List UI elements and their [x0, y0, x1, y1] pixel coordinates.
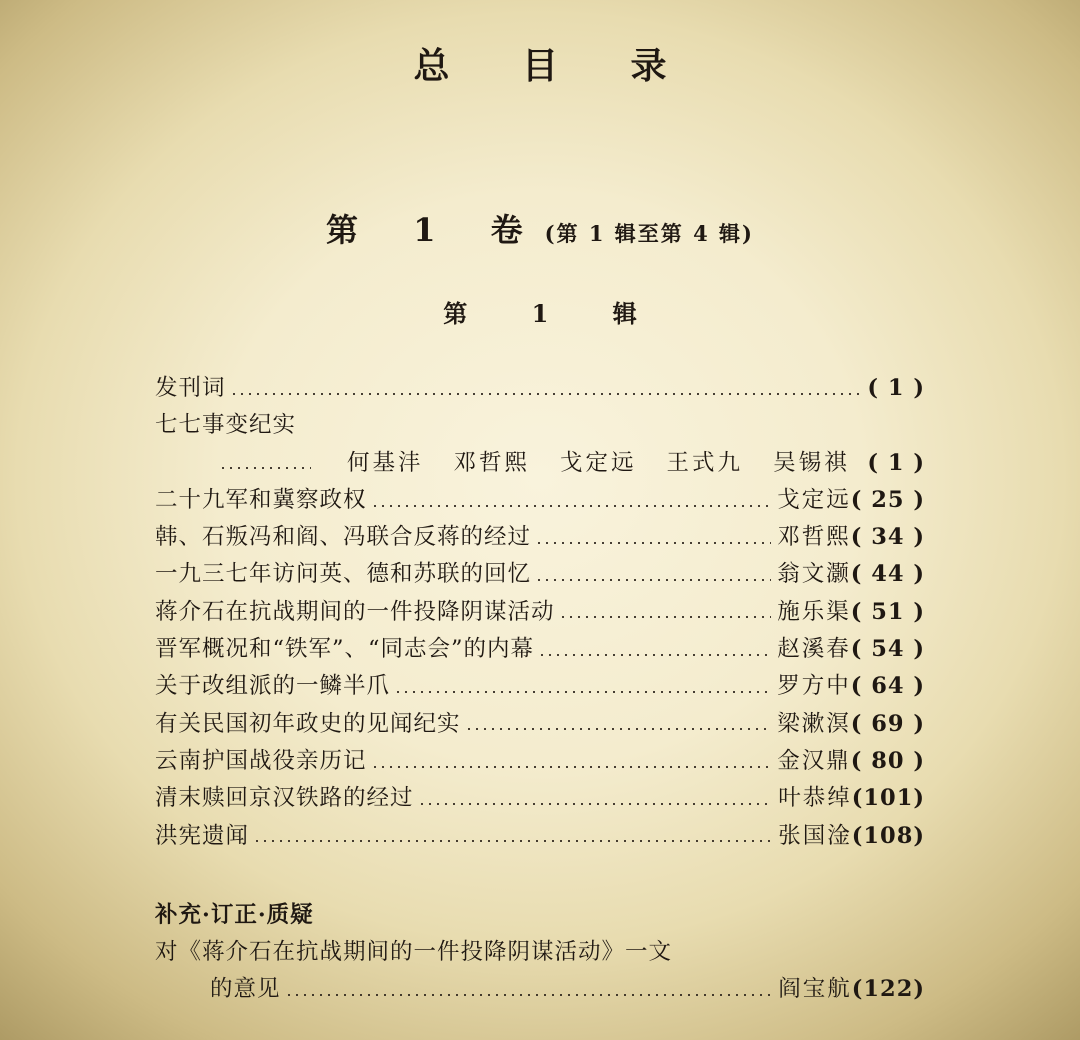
toc-entry-author: 金汉鼎 — [777, 747, 851, 774]
leader-dots — [535, 542, 771, 544]
toc-entry-author: 王式九 — [666, 449, 744, 476]
toc-entry-title: 一九三七年访问英、德和苏联的回忆 — [155, 561, 532, 588]
toc-entry-page: ( 64 ) — [850, 673, 925, 700]
leader-dots — [219, 467, 311, 469]
toc-entry — [155, 780, 925, 817]
leader-dots — [418, 803, 773, 805]
leader-dots — [285, 994, 773, 996]
volume-range: (第 1 辑至第 4 辑) — [544, 221, 754, 246]
volume-number: 第 1 卷 — [326, 211, 545, 249]
toc-entry-page: ( 69 ) — [850, 710, 925, 737]
toc-entry — [155, 934, 925, 971]
toc-entry-title: 二十九军和冀察政权 — [155, 486, 367, 513]
toc-entry-page: (101) — [851, 785, 925, 812]
toc-entry-author: 戈定远 — [560, 449, 637, 476]
toc-entry-title: 关于改组派的一鳞半爪 — [155, 673, 391, 700]
toc-entry — [155, 743, 925, 780]
leader-dots — [559, 616, 772, 618]
toc-entry-title: 有关民国初年政史的见闻纪实 — [155, 710, 461, 737]
leader-dots — [465, 728, 772, 730]
leader-dots — [535, 579, 771, 581]
toc-entry-page: ( 44 ) — [850, 561, 925, 588]
toc-entry-page: (122) — [851, 976, 925, 1003]
toc-entry — [155, 706, 925, 743]
toc-entry-page: ( 54 ) — [850, 636, 925, 663]
toc-entry — [155, 519, 925, 556]
toc-entry-author: 戈定远 — [777, 486, 851, 513]
leader-dots — [394, 691, 771, 693]
toc-entry-author: 施乐渠 — [777, 598, 851, 625]
toc-entry-author: 张国淦 — [778, 822, 852, 849]
toc-entry-author: 翁文灏 — [777, 561, 851, 588]
toc-entry-author: 邓哲熙 — [777, 524, 851, 551]
supplement-heading: 补充·订正·质疑 — [155, 901, 314, 928]
toc-entry-author: 梁漱溟 — [777, 710, 851, 737]
leader-dots — [371, 505, 772, 507]
toc-entry-title: 七七事变纪实 — [155, 412, 297, 439]
leader-dots — [253, 840, 772, 842]
toc-entry-page: ( 25 ) — [850, 486, 925, 513]
toc-entry-author: 何基沣 — [347, 449, 424, 476]
toc-entry — [155, 370, 925, 407]
table-of-contents — [155, 370, 925, 1008]
toc-entry-page: ( 1 ) — [867, 449, 925, 476]
toc-entry-author: 叶恭绰 — [778, 785, 852, 812]
toc-entry — [155, 818, 925, 855]
toc-entry-title: 蒋介石在抗战期间的一件投降阴谋活动 — [155, 598, 555, 625]
toc-entry — [155, 631, 925, 668]
toc-entry-page: ( 51 ) — [850, 598, 925, 625]
toc-entry-page: ( 1 ) — [867, 375, 925, 401]
toc-entry-title: 洪宪遗闻 — [155, 822, 250, 849]
toc-entry — [155, 594, 925, 631]
toc-entry — [155, 407, 925, 444]
toc-entry-authors-line — [155, 445, 925, 482]
leader-dots — [230, 393, 862, 395]
leader-dots — [371, 766, 772, 768]
toc-entry-title-continued: 的意见 — [210, 976, 281, 1003]
toc-entry-author: 赵溪春 — [777, 636, 851, 663]
toc-entry-page: ( 34 ) — [850, 524, 925, 551]
toc-entry — [155, 556, 925, 593]
toc-entry-page: ( 80 ) — [850, 747, 925, 774]
toc-entry — [155, 482, 925, 519]
toc-entry-author: 邓哲熙 — [453, 449, 531, 476]
toc-entry-title: 发刊词 — [155, 375, 226, 401]
toc-entry-title: 韩、石叛冯和阎、冯联合反蒋的经过 — [155, 524, 532, 551]
toc-entry-author: 罗方中 — [777, 673, 851, 700]
leader-dots — [538, 654, 771, 656]
toc-entry-title: 云南护国战役亲历记 — [155, 747, 367, 774]
toc-entry-page: (108) — [851, 822, 925, 849]
toc-entry-author: 阎宝航 — [778, 976, 852, 1003]
toc-entry-title: 清末赎回京汉铁路的经过 — [155, 785, 414, 812]
toc-entry-authors — [317, 445, 850, 482]
toc-entry — [155, 668, 925, 705]
page-title: 总 目 录 — [413, 45, 697, 87]
toc-entry-title: 对《蒋介石在抗战期间的一件投降阴谋活动》一文 — [155, 938, 673, 965]
issue-heading: 第 1 辑 — [443, 299, 665, 328]
toc-entry-author: 吴锡祺 — [773, 449, 850, 476]
volume-heading — [0, 205, 1080, 251]
toc-entry-title: 晋军概况和“铁军”、“同志会”的内幕 — [155, 636, 535, 663]
toc-entry-continuation — [155, 971, 925, 1008]
